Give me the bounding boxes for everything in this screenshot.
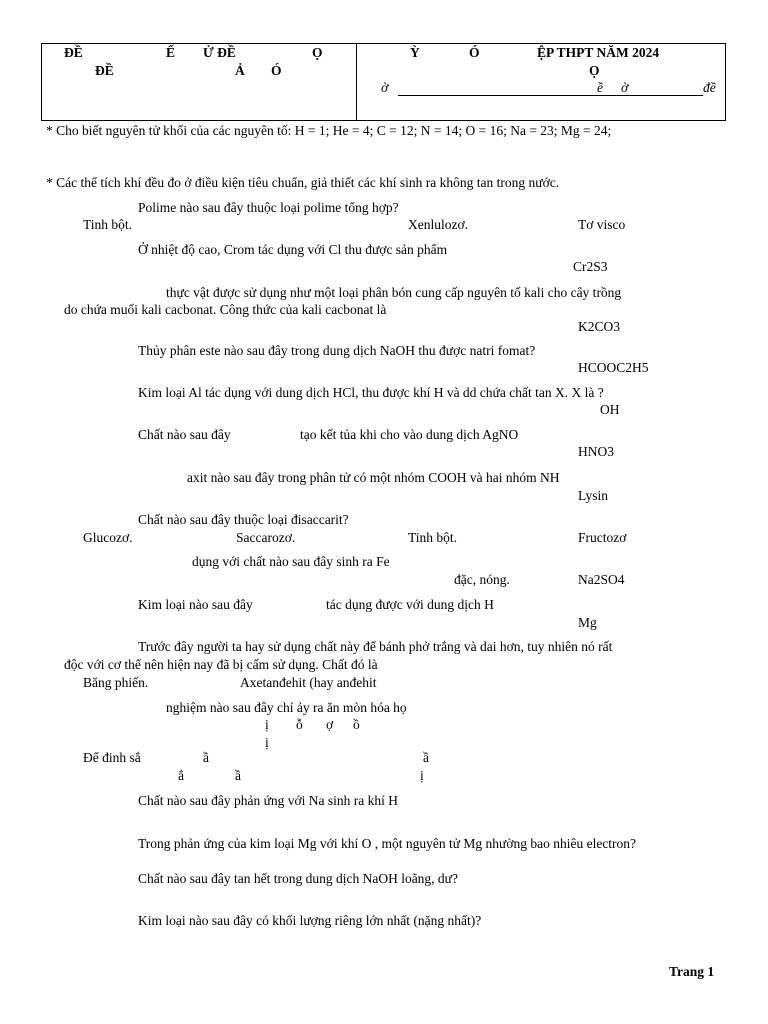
answer-option: Băng phiến.: [83, 675, 149, 690]
question-text: Trước đây người ta hay sử dụng chất này để bánh phở trắng và dai hơn, tuy nhiên nó rất: [138, 639, 613, 654]
header-right-word: Ó: [469, 45, 480, 60]
text-fragment: ợ: [326, 717, 334, 732]
header-right-word: ờ: [381, 80, 389, 95]
text-fragment: ỗ: [296, 717, 303, 732]
answer-option: OH: [600, 402, 620, 417]
question-text: Thủy phân este nào sau đây trong dung dịch NaOH thu được natri fomat?: [138, 343, 536, 358]
answer-option: Xenlulozơ.: [408, 217, 468, 232]
question-text: Ở nhiệt độ cao, Crom tác dụng với Cl thu được sản phẩm: [138, 242, 448, 257]
text-fragment: ị: [265, 717, 269, 732]
question-text: Kim loại Al tác dụng với dung dịch HCl, thu được khí H và dd chứa chất tan X. X là ?: [138, 385, 604, 400]
answer-option: Mg: [578, 615, 597, 630]
question-text: Để đinh sắ: [83, 750, 141, 765]
header-left-word: Ọ: [312, 45, 323, 60]
question-text: dụng với chất nào sau đây sinh ra Fe: [192, 554, 390, 569]
answer-option: Lysin: [578, 488, 609, 503]
text-fragment: ầ: [235, 768, 241, 783]
question-text: do chứa muối kali cacbonat. Công thức của kali cacbonat là: [64, 302, 387, 317]
answer-option: Na2SO4: [578, 572, 625, 587]
question-text: tác dụng được với dung dịch H: [326, 597, 494, 612]
text-fragment: ị: [265, 735, 269, 750]
header-divider: [356, 43, 357, 121]
text-fragment: ầ: [423, 750, 429, 765]
text-fragment: ị: [420, 768, 424, 783]
header-left-word: ĐỀ: [95, 63, 114, 78]
question-text: Chất nào sau đây phản ứng với Na sinh ra khí H: [138, 793, 399, 808]
text-fragment: ồ: [353, 717, 360, 732]
answer-option: Fructozơ: [578, 530, 627, 545]
header-right-word: ề: [597, 80, 603, 95]
answer-option: Glucozơ.: [83, 530, 133, 545]
question-text: Kim loại nào sau đây: [138, 597, 253, 612]
question-text: Trong phản ứng của kim loại Mg với khí O , một nguyên tử Mg nhường bao nhiêu electron?: [138, 836, 637, 851]
header-right-word: đề: [703, 80, 716, 95]
text-fragment: ắ: [178, 768, 184, 783]
question-text: Chất nào sau đây: [138, 427, 231, 442]
header-left-word: Ế: [166, 45, 176, 60]
fill-in-line: [398, 95, 703, 96]
question-text: Chất nào sau đây thuộc loại đisaccarit?: [138, 512, 349, 527]
page-number: Trang 1: [669, 964, 715, 979]
header-left-word: Ử ĐỀ: [203, 45, 236, 60]
text-fragment: ầ: [203, 750, 209, 765]
header-right-word: ờ: [621, 80, 629, 95]
answer-option: Tơ visco: [578, 217, 626, 232]
answer-option: đặc, nóng.: [454, 572, 510, 587]
answer-option: Tinh bột.: [408, 530, 458, 545]
question-text: Chất nào sau đây tan hết trong dung dịch NaOH loãng, dư?: [138, 871, 458, 886]
note-gas-conditions: * Các thể tích khí đều đo ở điều kiện tiêu chuẩn, giả thiết các khí sinh ra không tan trong nước.: [46, 175, 560, 190]
answer-option: Saccarozơ.: [236, 530, 296, 545]
answer-option: Axetanđehit (hay anđehit: [240, 675, 377, 690]
question-text: nghiệm nào sau đây chỉ ảy ra ăn mòn hóa họ: [166, 700, 407, 715]
question-text: axit nào sau đây trong phân tử có một nhóm COOH và hai nhóm NH: [187, 470, 560, 485]
header-right-word: Ọ: [589, 63, 600, 78]
question-text: Polime nào sau đây thuộc loại polime tổng hợp?: [138, 200, 399, 215]
header-left-word: Ó: [271, 63, 282, 78]
question-text: thực vật được sử dụng như một loại phân bón cung cấp nguyên tố kali cho cây trồng: [166, 285, 622, 300]
note-atomic-masses: * Cho biết nguyên tử khối của các nguyên tố: H = 1; He = 4; C = 12; N = 14; O = 16; Na = 23; Mg = 24;: [46, 123, 612, 138]
question-text: tạo kết tủa khi cho vào dung dịch AgNO: [300, 427, 519, 442]
header-right-title: ỆP THPT NĂM 2024: [537, 45, 660, 60]
question-text: độc với cơ thể nên hiện nay đã bị cấm sử dụng. Chất đó là: [64, 657, 378, 672]
header-left-word: ĐỀ: [64, 45, 83, 60]
answer-option: HNO3: [578, 444, 614, 459]
answer-option: K2CO3: [578, 319, 621, 334]
header-left-word: Ả: [235, 63, 245, 78]
answer-option: Cr2S3: [573, 259, 608, 274]
answer-option: HCOOC2H5: [578, 360, 649, 375]
header-right-word: Ỳ: [410, 45, 420, 60]
question-text: Kim loại nào sau đây có khối lượng riêng lớn nhất (nặng nhất)?: [138, 913, 482, 928]
answer-option: Tinh bột.: [83, 217, 133, 232]
